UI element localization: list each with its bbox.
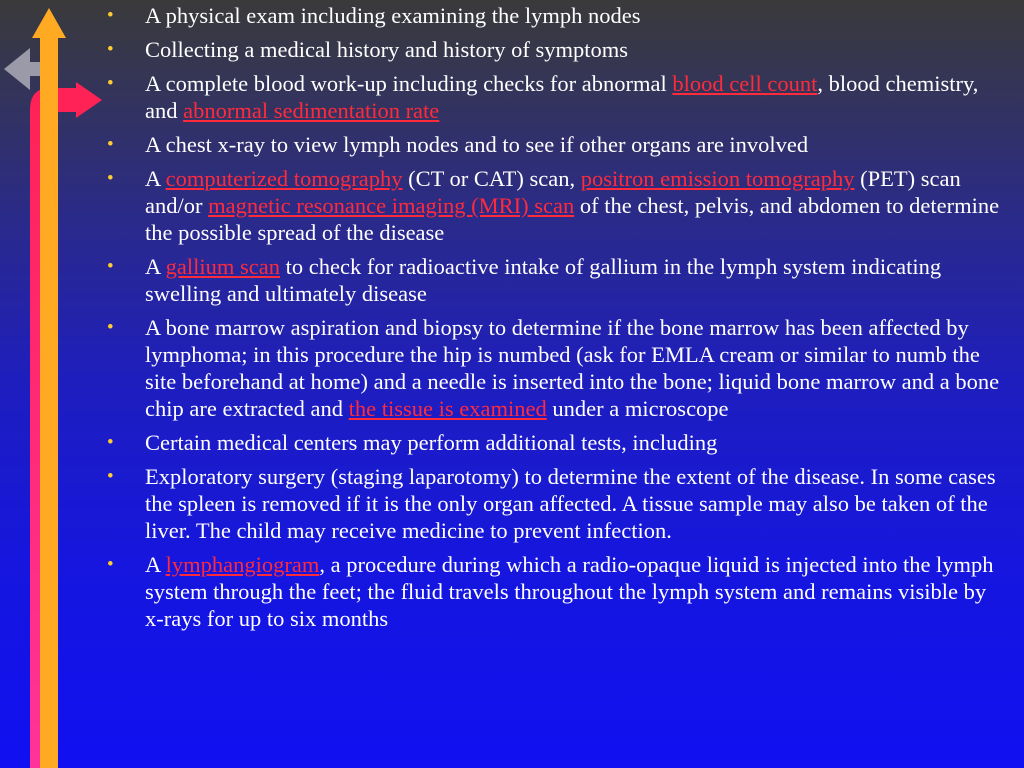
bullet-marker: • xyxy=(107,168,114,189)
bullet-text: A xyxy=(145,254,166,279)
bullet-item xyxy=(104,36,1004,63)
hyperlink[interactable]: gallium scan xyxy=(165,254,280,279)
bullet-marker: • xyxy=(107,466,114,487)
bullet-text: A bone marrow aspiration and biopsy to determine if the bone marrow has been affected by lymphoma; in this procedure the hip is numbed (ask for EMLA cream or similar to numb the site beforehand at home) and a needle is inserted into the bone; liquid bone marrow and a bone chip are extracted and xyxy=(145,315,1000,421)
bullet-item xyxy=(104,463,1004,544)
bullet-marker: • xyxy=(107,5,114,26)
bullet-text: of the chest, pelvis, and abdomen to determine the possible spread of the disease xyxy=(145,193,1000,245)
bullet-text: to check for radioactive intake of gallium in the lymph system indicating swelling and ultimately disease xyxy=(145,254,942,306)
bullet-text: A xyxy=(145,166,166,191)
hyperlink[interactable]: computerized tomography xyxy=(165,166,403,191)
bullet-item xyxy=(104,253,1004,307)
bullet-text: , blood chemistry, and xyxy=(145,71,979,123)
bullet-item xyxy=(104,314,1004,422)
bullet-text: A physical exam including examining the lymph nodes xyxy=(145,3,641,28)
hyperlink[interactable]: lymphangiogram xyxy=(165,552,320,577)
bullet-marker: • xyxy=(107,256,114,277)
bullet-text: A xyxy=(145,552,166,577)
bullet-item xyxy=(104,429,1004,456)
bullet-item xyxy=(104,551,1004,632)
bullet-text: (PET) scan and/or xyxy=(145,166,961,218)
hyperlink[interactable]: the tissue is examined xyxy=(348,396,547,421)
bullet-text: Collecting a medical history and history of symptoms xyxy=(145,37,629,62)
bullet-marker: • xyxy=(107,73,114,94)
hyperlink[interactable]: positron emission tomography xyxy=(580,166,855,191)
bullet-marker: • xyxy=(107,134,114,155)
hyperlink[interactable]: magnetic resonance imaging (MRI) scan xyxy=(208,193,575,218)
bullet-list xyxy=(104,2,1004,632)
decorative-arrows-graphic xyxy=(0,0,110,768)
bullet-marker: • xyxy=(107,317,114,338)
bullet-item xyxy=(104,2,1004,29)
hyperlink[interactable]: blood cell count xyxy=(672,71,818,96)
hyperlink[interactable]: abnormal sedimentation rate xyxy=(183,98,440,123)
bullet-item xyxy=(104,70,1004,124)
bullet-item xyxy=(104,165,1004,246)
slide-body xyxy=(104,2,1004,639)
bullet-text: (CT or CAT) scan, xyxy=(402,166,581,191)
bullet-text: under a microscope xyxy=(546,396,729,421)
bullet-text: A chest x-ray to view lymph nodes and to see if other organs are involved xyxy=(145,132,809,157)
bullet-marker: • xyxy=(107,39,114,60)
bullet-marker: • xyxy=(107,554,114,575)
bullet-text: Certain medical centers may perform additional tests, including xyxy=(145,430,718,455)
bullet-item xyxy=(104,131,1004,158)
bullet-text: , a procedure during which a radio-opaque liquid is injected into the lymph system through the feet; the fluid travels throughout the lymph system and remains visible by x-rays for up to six months xyxy=(145,552,994,631)
bullet-text: A complete blood work-up including checks for abnormal xyxy=(145,71,673,96)
bullet-text: Exploratory surgery (staging laparotomy) to determine the extent of the disease. In some cases the spleen is removed if it is the only organ affected. A tissue sample may also be taken of the liver. The child may receive medicine to prevent infection. xyxy=(145,464,996,543)
bullet-marker: • xyxy=(107,432,114,453)
